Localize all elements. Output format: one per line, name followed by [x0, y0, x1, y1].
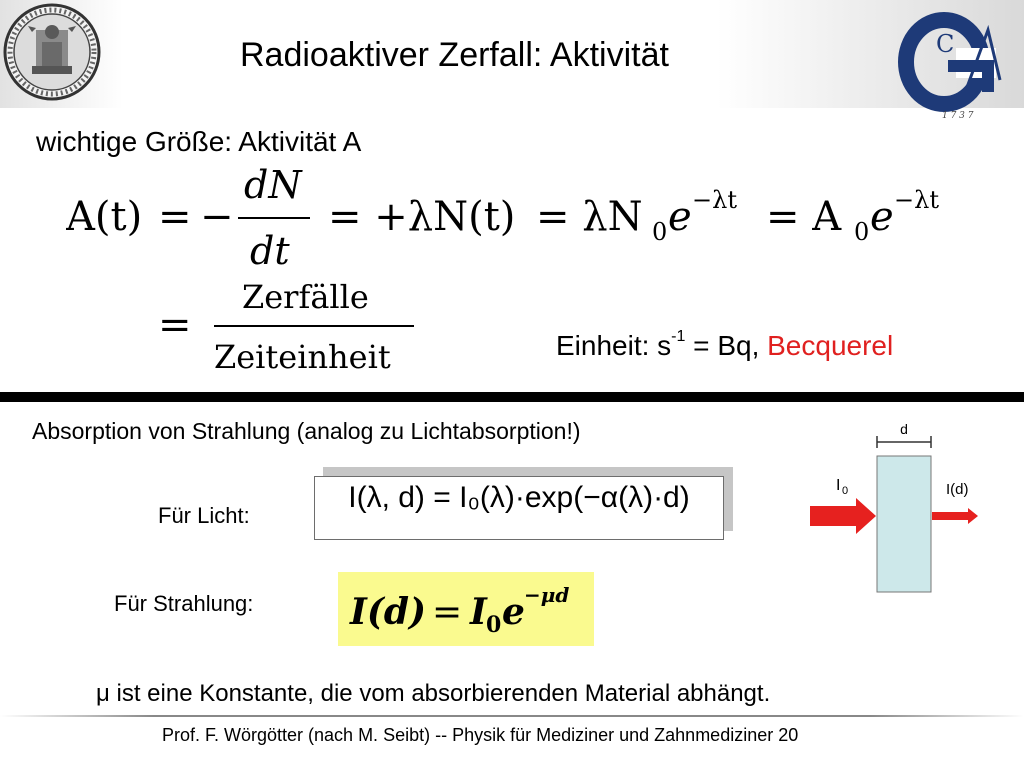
eq-a0: = A [766, 194, 842, 240]
eq-sub-0-b: 0 [854, 218, 870, 246]
transmitted-intensity-label: I(d) [946, 481, 969, 498]
eq-zeiteinheit: Zeiteinheit [214, 338, 391, 376]
rad-eq-I: I [470, 591, 487, 633]
transmitted-beam-arrow-icon [932, 508, 978, 524]
unit-equals: = Bq, [685, 330, 768, 361]
light-label: Für Licht: [158, 503, 250, 528]
unit-prefix: Einheit: s [556, 330, 672, 361]
subtitle: wichtige Größe: Aktivität A [36, 126, 362, 157]
rad-eq-I-of-d: I(d) [350, 591, 427, 633]
eq-lambda-n0: = λN [536, 194, 643, 240]
light-formula: I(λ, d) = I₀(λ)·exp(−α(λ)·d) [348, 481, 690, 514]
eq-dN: dN [244, 168, 302, 207]
thickness-label: d [900, 421, 908, 437]
eq-e-1: e [668, 194, 692, 240]
unit-line [556, 328, 893, 362]
absorption-heading: Absorption von Strahlung (analog zu Lichtabsorption!) [32, 418, 581, 444]
light-formula-box [314, 476, 724, 540]
eq-e-2: e [870, 194, 894, 240]
eq-zerfaelle: Zerfälle [242, 278, 369, 316]
incident-beam-arrow-icon [810, 498, 876, 534]
incident-intensity-label: I [836, 477, 841, 494]
absorption-diagram [800, 420, 1000, 600]
footer-text: Prof. F. Wörgötter (nach M. Seibt) -- Physik für Mediziner und Zahnmediziner 20 [162, 725, 799, 745]
eq-activity-a: A(t) [66, 194, 143, 240]
rad-eq-exponent: −μd [524, 583, 570, 607]
svg-text:1 7 3 7: 1 7 3 7 [942, 111, 974, 121]
eq-minus: − [200, 194, 234, 240]
mu-note: μ ist eine Konstante, die vom absorbierenden Material abhängt. [96, 680, 771, 707]
slide-title: Radioaktiver Zerfall: Aktivität [240, 36, 669, 74]
absorber-slab [877, 456, 931, 592]
unit-name-becquerel: Becquerel [767, 330, 894, 361]
rad-eq-sub-0: 0 [486, 612, 502, 638]
radiation-label: Für Strahlung: [114, 591, 254, 616]
eq-plus-lambda-n: = +λN(t) [328, 194, 516, 240]
eq-dt: dt [250, 229, 290, 273]
unit-exponent: -1 [671, 328, 686, 345]
decays-per-time-equation [158, 276, 438, 376]
eq-exponent-1: −λt [692, 186, 737, 214]
university-seal-icon [2, 2, 102, 102]
footer-divider [0, 715, 1024, 717]
incident-intensity-sub: 0 [842, 485, 849, 497]
eq-sub-0-a: 0 [652, 218, 668, 246]
svg-text:C: C [936, 30, 955, 58]
radiation-formula-box [338, 572, 594, 646]
georgia-augusta-logo-icon [896, 8, 1014, 126]
section-divider [0, 392, 1024, 402]
rad-eq-e: e [502, 591, 525, 633]
eq-exponent-2: −λt [894, 186, 939, 214]
eq-equals-2: = [158, 302, 192, 348]
activity-equation [66, 168, 966, 278]
rad-eq-equals: = [432, 592, 463, 633]
eq-equals-1: = [158, 194, 192, 240]
